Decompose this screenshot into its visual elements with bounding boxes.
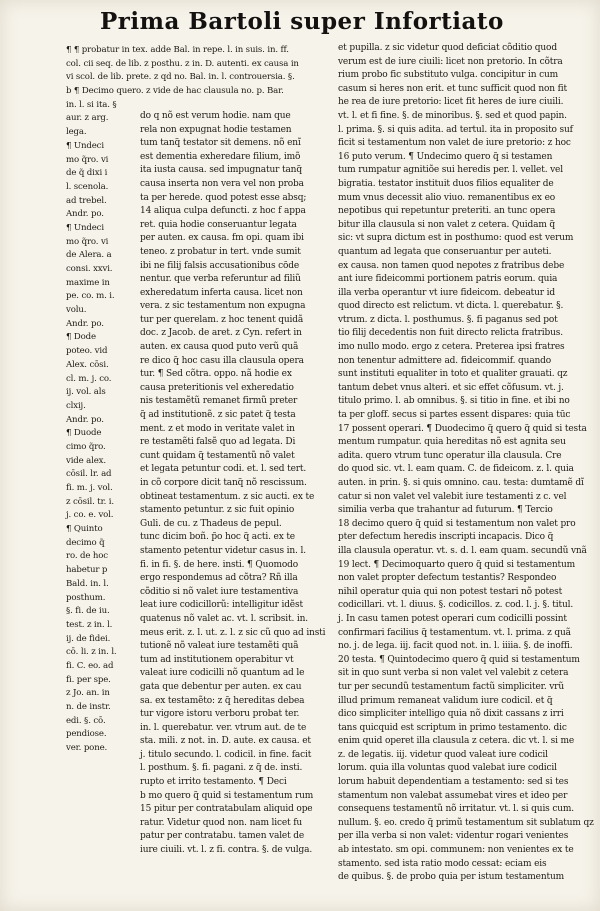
text-line: in. l. querebatur. ver. vtrum aut. de te <box>140 722 307 733</box>
text-line: catur si non valet vel valebit iure testamenti z c. vel <box>338 491 567 502</box>
text-line: tans quicquid est scriptum in primo testamento. dic <box>338 722 567 733</box>
text-line: et pupilla. z sic videtur quod deficiat cõditio quod <box>338 43 557 53</box>
text-line: tur per querelam. z hoc tenent quidã <box>140 314 304 325</box>
text-line: cunt quidam q̃ testamentũ nõ valet <box>140 450 295 461</box>
text-line: sic: vt supra dictum est in posthumo: quod est verum <box>338 233 574 244</box>
text-line: Alex. cōsi. <box>66 359 109 370</box>
text-line: sit in quo sunt verba si non valet vel valebit z cetera <box>338 668 569 679</box>
text-line: nullum. §. eo. credo q̃ primũ testamentum sit sublatum qz <box>338 817 594 828</box>
text-line: mum vnus decessit alio viuo. remanentibus ex eo <box>338 192 556 203</box>
text-line: j. In casu tamen potest operari cum codicilli possint <box>338 613 567 624</box>
text-line <box>140 56 330 70</box>
text-line: teneo. z probatur in tert. vnde sumit <box>140 246 301 257</box>
text-line: vtrum. z dicta. l. posthumus. §. fi paganus sed pot <box>338 314 558 325</box>
text-line: no. j. de lega. iij. facit quod not. in. l. iiiia. §. de inoffi. <box>338 641 573 652</box>
text-line: fi. per spe. <box>66 674 111 685</box>
text-line: vera. z sic testamentum non expugna <box>140 301 306 312</box>
text-line: Andr. po. <box>66 414 104 425</box>
text-line: bigratia. testator instituit duos filios equaliter de <box>338 178 554 189</box>
text-line: §. fi. de iu. <box>66 606 110 617</box>
text-line: ta per gloff. secus si partes essent dispares: quia tūc <box>338 410 571 421</box>
text-line: per auten. ex causa. fm opi. quam ibi <box>140 233 304 244</box>
text-line: ¶ Undeci <box>66 140 104 151</box>
text-line: poteo. vid <box>66 346 108 357</box>
text-line: per illa verba si non valet: videntur rogari venientes <box>338 831 569 842</box>
text-line: ergo respondemus ad cõtra? Rñ illa <box>140 573 298 584</box>
text-line: tutionẽ nõ valeat iure testamẽti quã <box>140 641 299 652</box>
text-line: 16 puto verum. ¶ Undecimo quero q̃ si testamen <box>338 151 553 162</box>
text-line: auten. in prin. §. si quis omnino. cau. testa: dumtamẽ dĩ <box>338 478 584 488</box>
text-line: maxime in <box>66 277 110 288</box>
text-line: ita iusta causa. sed impugnatur tanq̃ <box>140 165 302 176</box>
text-line: z cōsil. tr. i. <box>66 496 114 507</box>
text-line: iure ciuili. vt. l. z fi. contra. §. de vulga. <box>140 845 313 856</box>
text-line: stamento petentur videtur casus in. l. <box>140 545 306 556</box>
text-line: quod directo est relictum. vt dicta. l. querebatur. §. <box>338 301 564 312</box>
text-line: Andr. po. <box>66 318 104 329</box>
text-line: ex causa. non tamen quod nepotes z fratribus debe <box>338 260 565 271</box>
text-line: ficit si testamentum non valet de iure pretorio: z hoc <box>338 138 571 149</box>
text-line: 18 decimo quero q̃ quid si testamentum non valet pro <box>338 518 576 529</box>
text-line: ver. pone. <box>66 743 108 754</box>
text-line: enim quid operet illa clausula z cetera. dic vt. l. si me <box>338 736 575 747</box>
text-line: tur vigore istoru verboru probat ter. <box>140 709 300 720</box>
text-line <box>140 69 330 83</box>
text-line: tio filij decedentis non fuit directo relicta fratribus. <box>338 328 563 339</box>
text-line: 20 testa. ¶ Quintodecimo quero q̃ quid si testamentum <box>338 654 580 665</box>
text-line: casum si heres non erit. et tunc sufficit quod non fit <box>338 83 567 94</box>
text-line: stamento petuntur. z sic fuit opinio <box>140 505 295 516</box>
text-line: leat iure codicillorũ: intelligitur idẽst <box>140 600 303 611</box>
text-line: vi scol. de lib. prete. z qd no. Bal. in. l. controuersia. §. <box>66 72 295 83</box>
text-line: habetur p <box>66 565 108 576</box>
text-line: rela non expugnat hodie testamen <box>140 124 292 135</box>
text-line: nentur. que verba referuntur ad filiũ <box>140 274 301 285</box>
text-line: doc. z Jacob. de aret. z Cyn. refert in <box>140 328 302 339</box>
text-line: exheredatum inferta causa. licet non <box>140 287 303 298</box>
text-line: dico simpliciter intelligo quia nõ dixit cassans z irri <box>338 709 564 720</box>
text-line: pe. co. m. i. <box>66 291 115 302</box>
text-line: do quod sic. vt. l. eam quam. C. de fideicom. z. l. quia <box>338 464 574 475</box>
text-line: non valet propter defectum testantis? Respondeo <box>338 573 557 584</box>
text-line: tum tanq̃ testator sit demens. nõ enĩ <box>140 138 301 149</box>
text-line <box>140 83 330 97</box>
text-line: he rea de iure pretorio: licet fit heres de iure ciuili. <box>338 97 564 108</box>
text-line: re testamẽti falsẽ quo ad legata. Di <box>140 437 296 448</box>
text-line: de Alera. a <box>66 250 112 261</box>
text-line: Guli. de cu. z Thadeus de pepul. <box>140 518 282 529</box>
text-line: sa. ex testamẽto: z q̃ hereditas debea <box>140 695 305 706</box>
text-line: volu. <box>66 305 87 316</box>
text-line: stamentum non valebat assumebat vires et ideo per <box>338 790 568 801</box>
text-line: rupto et irrito testamento. ¶ Deci <box>140 777 287 788</box>
text-line: nepotibus qui repetuntur preteriti. an tunc opera <box>338 206 556 217</box>
text-line: ¶ Undeci <box>66 222 104 233</box>
right-text-column <box>338 42 594 885</box>
text-line: lega. <box>66 127 87 138</box>
text-line: lorum. quia illa voluntas quod valebat iure codicil <box>338 763 557 774</box>
text-line: vt. l. et fi fine. §. de minoribus. §. sed et quod papin. <box>338 110 567 121</box>
text-line: in. l. si ita. § <box>66 99 117 110</box>
text-line: l. prima. §. si quis adita. ad tertul. ita in proposito suf <box>338 124 573 135</box>
text-line: consi. xxvi. <box>66 264 113 274</box>
text-line: col. cii seq. de lib. z posthu. z in. D. autenti. ex causa in <box>66 58 299 69</box>
text-line: q̃ ad institutionẽ. z sic patet q̃ testa <box>140 410 296 421</box>
text-line: j. co. e. vol. <box>66 510 114 521</box>
text-line: patur per contratabu. tamen valet de <box>140 831 305 842</box>
text-line: gata que debentur per auten. ex cau <box>140 681 302 692</box>
text-line: sta. mili. z not. in. D. aute. ex causa. et <box>140 736 311 747</box>
text-line: Andr. po. <box>66 209 104 220</box>
text-line: mentum rumpatur. quia hereditas nõ est agnita seu <box>338 437 566 448</box>
text-line: illa clausula operatur. vt. s. d. l. eam quam. secundũ vnã <box>338 545 587 556</box>
text-line: j. titulo secundo. l. codicil. in fine. facit <box>140 749 312 760</box>
text-line: ret. quia hodie conseruantur legata <box>140 219 297 230</box>
text-line: cōsil. lr. ad <box>66 469 112 480</box>
text-line: nis testamẽtũ remanet firmũ preter <box>140 396 298 407</box>
text-line: edi. §. cō. <box>66 715 106 726</box>
text-line: sunt instituti equaliter in toto et qualiter grauati. qz <box>338 369 568 380</box>
text-line: ta per herede. quod potest esse absq; <box>140 192 307 203</box>
text-line: vide alex. <box>66 455 106 466</box>
text-line: ibi ne filij falsis accusationibus cōde <box>140 260 300 271</box>
text-line: test. z in. l. <box>66 619 113 630</box>
text-line: illud primum remaneat validum iure codicil. et q̃ <box>338 695 553 706</box>
text-line: ment. z et modo in veritate valet in <box>140 423 295 434</box>
text-line: decimo q̃ <box>66 537 105 548</box>
text-line: tum ad institutionem operabitur vt <box>140 654 294 665</box>
text-line: do q nõ est verum hodie. nam que <box>140 110 291 121</box>
text-line: tantum debet vnus alteri. et sic effet cõfusum. vt. j. <box>338 382 564 393</box>
text-line: l. scenola. <box>66 181 109 192</box>
text-line: similia verba que trahantur ad futurum. ¶ Tercio <box>338 505 553 516</box>
text-line: quatenus nõ valet ac. vt. l. scribsit. in. <box>140 613 308 624</box>
text-line: fi. m. j. vol. <box>66 483 113 493</box>
text-line: de quibus. §. de probo quia per istum testamentum <box>338 872 564 883</box>
text-line: quantum ad legata que conseruantur per auteti. <box>338 246 552 257</box>
page-title: Prima Bartoli super Infortiato <box>100 8 504 35</box>
text-line: de q̃ dixi i <box>66 168 108 179</box>
text-line: 14 aliqua culpa defuncti. z hoc f appa <box>140 206 306 217</box>
text-line: aur. z arg. <box>66 113 109 124</box>
text-line: confirmari facilius q̃ testamentum. vt. l. prima. z quã <box>338 627 571 638</box>
text-line: mo q̃ro. vi <box>66 236 109 247</box>
text-line: re dico q̃ hoc casu illa clausula opera <box>140 355 304 366</box>
text-line: pter defectum heredis inscripti incapacis. Dico q̃ <box>338 532 554 543</box>
text-line: b mo quero q̃ quid si testamentum rum <box>140 790 314 801</box>
text-line: ¶ ¶ probatur in tex. adde Bal. in repe. l. in suis. in. ff. <box>66 45 289 55</box>
text-line: adita. quero vtrum tunc operatur illa clausula. Cre <box>338 450 562 461</box>
text-line: ij. de fidei. <box>66 633 111 644</box>
text-line: verum est de iure ciuili: licet non pretorio. In cõtra <box>338 56 563 67</box>
text-line: in cõ corpore dicit tanq̃ nõ rescissum. <box>140 478 307 488</box>
text-line: 19 lect. ¶ Decimoquarto quero q̃ quid si testamentum <box>338 559 576 570</box>
text-line: mo q̃ro. vi <box>66 154 109 165</box>
text-line: stamento. sed ista ratio modo cessat: eciam eis <box>338 858 547 869</box>
text-line: 15 pitur per contratabulam aliquid ope <box>140 804 313 815</box>
text-line: fi. in fi. §. de here. insti. ¶ Quomodo <box>140 559 299 570</box>
text-line: titulo primo. l. ab omnibus. §. si titio in fine. et ibi no <box>338 396 570 407</box>
text-line: posthum. <box>66 592 106 603</box>
text-line: clxij. <box>66 400 86 411</box>
text-line: bitur illa clausula si non valet z cetera. Quidam q̃ <box>338 219 556 230</box>
text-line: ratur. Videtur quod non. nam licet fu <box>140 817 303 828</box>
text-line: ad trebel. <box>66 195 107 206</box>
text-line: auten. ex causa quod puto verũ quã <box>140 342 299 353</box>
text-line: Bald. in. l. <box>66 578 109 589</box>
text-line: z. de legatis. iij. videtur quod valeat iure codicil <box>338 749 548 760</box>
text-line: tur. ¶ Sed cõtra. oppo. nã hodie ex <box>140 369 292 380</box>
text-line: valeat iure codicilli nõ quantum ad le <box>140 668 305 679</box>
text-line: obtineat testamentum. z sic aucti. ex te <box>140 491 315 502</box>
middle-text-column <box>140 42 330 858</box>
text-line: cõditio si nõ valet iure testamentiva <box>140 586 299 597</box>
text-line: est dementia exheredare filium, imõ <box>140 151 301 162</box>
text-line: b ¶ Decimo quero. z vide de hac clausula no. p. Bar. <box>66 86 284 97</box>
text-line: non tenentur admittere ad. fideicommif. quando <box>338 355 552 366</box>
text-line: illa verba operantur vt iure fideicom. debeatur id <box>338 287 555 298</box>
text-line: rium probo fic substituto vulga. concipitur in cum <box>338 70 559 81</box>
text-line: tunc dicim boñ. p̃o hoc q̃ acti. ex te <box>140 532 295 543</box>
text-line: l. posthum. §. fi. pagani. z q̃ de. insti. <box>140 763 303 774</box>
text-line: ant iure fideicommi portionem patris eorum. quia <box>338 274 558 285</box>
text-line: ro. de hoc <box>66 551 108 562</box>
text-line: ij. vol. als <box>66 387 106 398</box>
text-line: ¶ Dode <box>66 332 96 343</box>
text-line: causa preteritionis vel exheredatio <box>140 382 294 393</box>
text-line: codicillari. vt. l. diuus. §. codicillos. z. cod. l. j. §. titul. <box>338 600 574 611</box>
text-line: z Jo. an. in <box>66 688 110 699</box>
text-line: consequens testamentũ nõ irritatur. vt. l. si quis cum. <box>338 804 574 815</box>
text-line: fi. C. eo. ad <box>66 660 114 671</box>
text-line <box>140 96 330 110</box>
text-line: 17 possent operari. ¶ Duodecimo q̃ quero q̃ quid si testa <box>338 423 587 434</box>
text-line <box>140 42 330 56</box>
text-line: ¶ Quinto <box>66 524 103 535</box>
text-line: et legata petuntur codi. et. l. sed tert. <box>140 464 307 475</box>
text-line: imo nullo modo. ergo z cetera. Preterea ipsi fratres <box>338 342 565 353</box>
text-line: lorum habuit dependentiam a testamento: sed si tes <box>338 777 569 788</box>
text-line: causa inserta non vera vel non proba <box>140 178 304 189</box>
text-line: ab intestato. sm opi. communem: non venientes ex te <box>338 845 574 856</box>
text-line: cimo q̃ro. <box>66 441 106 452</box>
text-line: cl. m. j. co. <box>66 373 112 384</box>
text-line: ¶ Duode <box>66 428 102 439</box>
text-line: cō. li. z in. l. <box>66 647 117 658</box>
text-line: pendiose. <box>66 729 107 740</box>
text-line: tur per secundũ testamentum factũ simpliciter. vrũ <box>338 681 564 692</box>
text-line: nihil operatur quia qui non potest testari nõ potest <box>338 586 563 597</box>
text-line: meus erit. z. l. ut. z. l. z sic cũ quo ad insti <box>140 627 326 638</box>
text-line: tum rumpatur agnitiõe sui heredis per. l. vellet. vel <box>338 165 563 176</box>
text-line: n. de instr. <box>66 702 111 712</box>
